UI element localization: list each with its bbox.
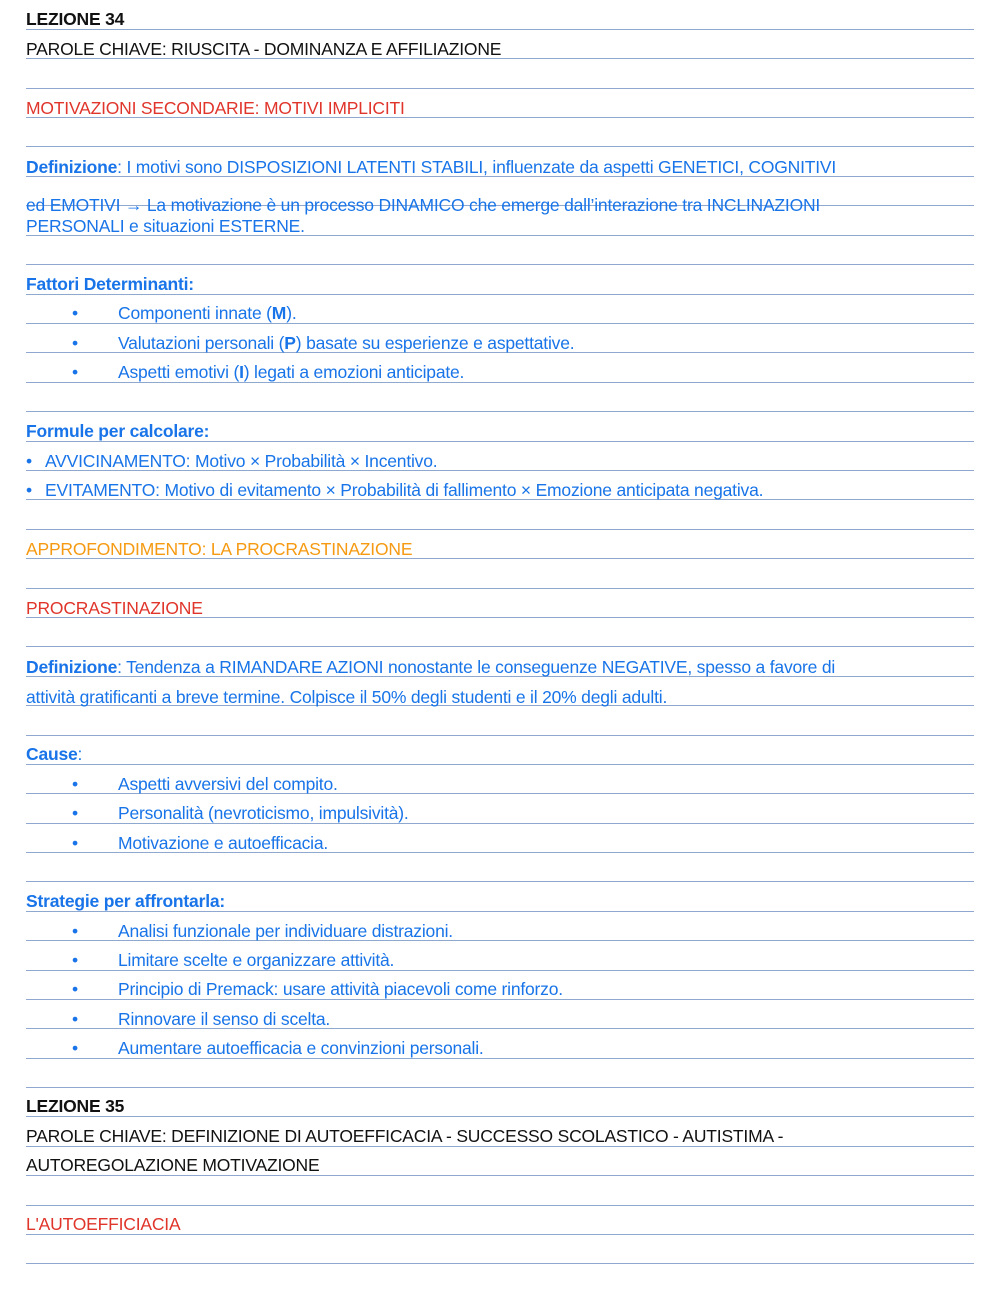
ruled-line xyxy=(26,588,974,589)
cause-text: Aspetti avversivi del compito. xyxy=(118,774,338,794)
formula-item xyxy=(26,479,974,501)
factors-heading: Fattori Determinanti: xyxy=(26,274,194,294)
factor-item xyxy=(26,332,974,354)
formula-text: AVVICINAMENTO: Motivo × Probabilità × Incentivo. xyxy=(45,451,438,471)
factor-key: P xyxy=(284,333,296,353)
bullet-icon: • xyxy=(72,1009,78,1029)
factor-text: Aspetti emotivi ( xyxy=(118,362,240,382)
deepening-heading: APPROFONDIMENTO: LA PROCRASTINAZIONE xyxy=(26,539,413,559)
bullet-icon: • xyxy=(72,803,78,823)
ruled-line xyxy=(26,411,974,412)
formulas-heading: Formule per calcolare: xyxy=(26,421,210,441)
cause-item xyxy=(26,773,974,795)
strategy-item xyxy=(26,1008,974,1030)
strategy-item xyxy=(26,978,974,1000)
definition-text: : Tendenza a RIMANDARE AZIONI nonostante le conseguenze NEGATIVE, spesso a favore di xyxy=(117,657,836,677)
factor-text: ) basate su esperienze e aspettative. xyxy=(295,333,575,353)
definition-line-2: ed EMOTIVI → La motivazione è un processo DINAMICO che emerge dall’interazione tra INCLINAZIONI xyxy=(26,195,821,215)
factor-key: M xyxy=(271,303,287,323)
factor-item xyxy=(26,361,974,383)
strategy-item xyxy=(26,949,974,971)
cause-text: Personalità (nevroticismo, impulsività). xyxy=(118,803,409,823)
bullet-icon: • xyxy=(72,950,78,970)
ruled-line xyxy=(26,264,974,265)
factor-item xyxy=(26,302,974,324)
definition-label: Definizione xyxy=(26,157,118,177)
bullet-icon: • xyxy=(26,480,32,500)
strategy-item xyxy=(26,920,974,942)
lesson-35-keywords-line-1: PAROLE CHIAVE: DEFINIZIONE DI AUTOEFFICACIA - SUCCESSO SCOLASTICO - AUTISTIMA - xyxy=(26,1126,784,1146)
strategies-heading: Strategie per affrontarla: xyxy=(26,891,226,911)
bullet-icon: • xyxy=(72,303,78,323)
definition-text: : I motivi sono DISPOSIZIONI LATENTI STABILI, influenzate da aspetti GENETICI, COGNITIVI xyxy=(117,157,837,177)
strategy-text: Rinnovare il senso di scelta. xyxy=(118,1009,331,1029)
procrastination-definition-line-1 xyxy=(26,656,974,678)
causes-heading xyxy=(26,743,974,765)
strategy-text: Aumentare autoefficacia e convinzioni personali. xyxy=(118,1038,484,1058)
lesson-34-keywords: PAROLE CHIAVE: RIUSCITA - DOMINANZA E AFFILIAZIONE xyxy=(26,39,502,59)
causes-colon: : xyxy=(77,744,83,764)
causes-label: Cause xyxy=(26,744,78,764)
ruled-line xyxy=(26,735,974,736)
ruled-line xyxy=(26,529,974,530)
factor-text: ). xyxy=(286,303,297,323)
formula-text: EVITAMENTO: Motivo di evitamento × Probabilità di fallimento × Emozione anticipata negativa. xyxy=(45,480,764,500)
cause-item xyxy=(26,832,974,854)
ruled-line xyxy=(26,1205,974,1206)
strategy-text: Analisi funzionale per individuare distrazioni. xyxy=(118,921,453,941)
lesson-35-title: LEZIONE 35 xyxy=(26,1096,125,1116)
bullet-icon: • xyxy=(72,362,78,382)
bullet-icon: • xyxy=(72,979,78,999)
definition-line-1 xyxy=(26,156,974,178)
ruled-line xyxy=(26,88,974,89)
factor-key: I xyxy=(239,362,244,382)
procrastination-definition-line-2: attività gratificanti a breve termine. Colpisce il 50% degli studenti e il 20% degli adulti. xyxy=(26,687,668,707)
bullet-icon: • xyxy=(72,774,78,794)
factor-text: Componenti innate ( xyxy=(118,303,272,323)
lesson-34-title: LEZIONE 34 xyxy=(26,9,125,29)
ruled-line xyxy=(26,881,974,882)
bullet-icon: • xyxy=(72,333,78,353)
bullet-icon: • xyxy=(72,833,78,853)
ruled-line xyxy=(26,1263,974,1264)
ruled-line xyxy=(26,146,974,147)
strategy-text: Principio di Premack: usare attività piacevoli come rinforzo. xyxy=(118,979,563,999)
cause-item xyxy=(26,802,974,824)
procrastination-heading: PROCRASTINAZIONE xyxy=(26,598,203,618)
formula-item xyxy=(26,450,974,472)
definition-label: Definizione xyxy=(26,657,118,677)
factor-text: ) legati a emozioni anticipate. xyxy=(243,362,465,382)
ruled-line xyxy=(26,646,974,647)
definition-line-3: PERSONALI e situazioni ESTERNE. xyxy=(26,216,305,236)
ruled-line xyxy=(26,1087,974,1088)
bullet-icon: • xyxy=(72,1038,78,1058)
bullet-icon: • xyxy=(26,451,32,471)
lesson-35-keywords-line-2: AUTOREGOLAZIONE MOTIVAZIONE xyxy=(26,1155,320,1175)
self-efficacy-heading: L'AUTOEFFICIACIA xyxy=(26,1214,181,1234)
factor-text: Valutazioni personali ( xyxy=(118,333,285,353)
strategy-item xyxy=(26,1037,974,1059)
strategy-text: Limitare scelte e organizzare attività. xyxy=(118,950,395,970)
bullet-icon: • xyxy=(72,921,78,941)
cause-text: Motivazione e autoefficacia. xyxy=(118,833,329,853)
section-heading-implicit-motives: MOTIVAZIONI SECONDARIE: MOTIVI IMPLICITI xyxy=(26,98,405,118)
